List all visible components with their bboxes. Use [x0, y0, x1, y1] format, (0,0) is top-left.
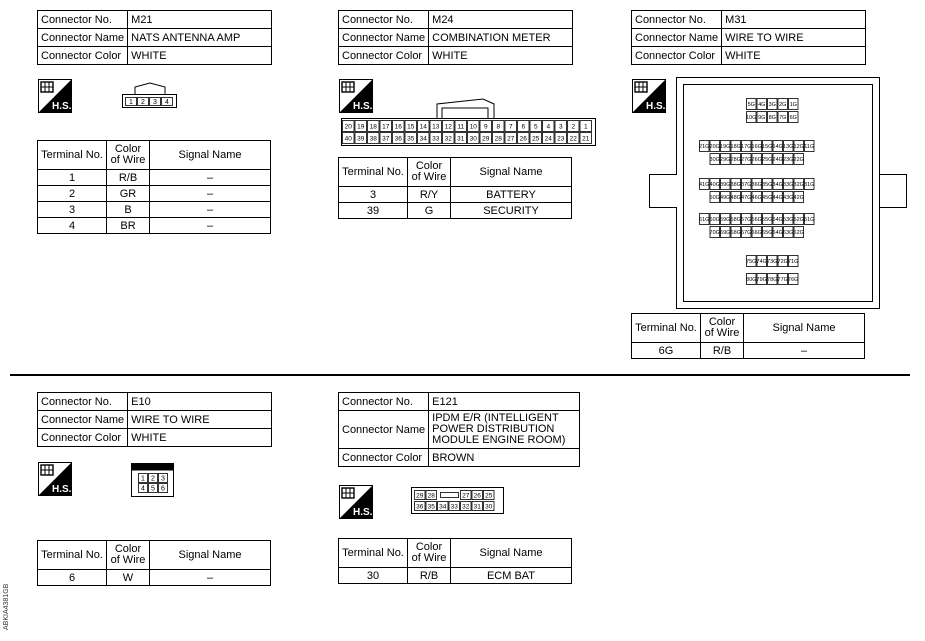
pin-label: 37: [382, 135, 390, 143]
label-connector-color: Connector Color: [632, 47, 722, 65]
pin-label: 74G: [756, 258, 767, 265]
pin-label: 32: [462, 503, 470, 511]
pin-label: 61G: [699, 216, 710, 223]
connector-name-value: COMBINATION METER: [429, 29, 573, 47]
pin-label: 38: [369, 135, 377, 143]
label-connector-name: Connector Name: [38, 411, 128, 429]
pin-label: 2: [141, 98, 145, 106]
label-connector-color: Connector Color: [339, 47, 429, 65]
pin-label: 17: [382, 123, 390, 131]
terminal-table-m24: [338, 157, 572, 219]
hs-label: H.S.: [52, 101, 72, 112]
pin-label: 46G: [751, 194, 762, 201]
figure-id: ABKIA4381GB: [3, 583, 10, 630]
table-row: 30 R/B ECM BAT: [339, 568, 572, 584]
pin-label: 9: [483, 123, 488, 131]
pin-label: 15G: [762, 143, 773, 150]
connector-name-value: IPDM E/R (INTELLIGENT POWER DISTRIBUTION MODULE ENGINE ROOM): [429, 411, 580, 449]
pin-label: 37G: [741, 181, 752, 188]
section-divider: [10, 374, 910, 376]
pin-label: 36: [394, 135, 402, 143]
pin-label: 16: [394, 123, 402, 131]
pin-label: 27: [507, 135, 515, 143]
pin-label: 3G: [768, 101, 776, 108]
header-signal-name: Signal Name: [744, 314, 865, 343]
header-terminal-no: Terminal No.: [38, 141, 107, 170]
pin-label: 35G: [762, 181, 773, 188]
pin-label: 28: [494, 135, 502, 143]
terminal-table-e10: [37, 540, 271, 586]
pin-label: 3: [558, 123, 563, 131]
header-terminal-no: Terminal No.: [339, 158, 408, 187]
pin-label: 6: [161, 485, 165, 493]
label-connector-color: Connector Color: [339, 449, 429, 467]
pin-label: 29: [482, 135, 490, 143]
pin-label: 31: [473, 503, 481, 511]
pin-label: 71G: [788, 258, 799, 265]
pin-label: 24: [544, 135, 552, 143]
pin-label: 11G: [804, 143, 815, 150]
pin-label: 19: [357, 123, 365, 131]
pin-label: 28G: [730, 156, 741, 163]
pin-label: 79G: [756, 276, 767, 283]
connector-name-value: WIRE TO WIRE: [128, 411, 272, 429]
connector-info-e10: [37, 392, 272, 447]
pin-label: 12: [444, 123, 452, 131]
label-connector-no: Connector No.: [632, 11, 722, 29]
pin-label: 13: [432, 123, 440, 131]
label-connector-name: Connector Name: [632, 29, 722, 47]
pin-label: 68G: [730, 229, 741, 236]
pin-label: 64G: [772, 229, 783, 236]
pin-label: 17G: [741, 143, 752, 150]
svg-text:H.S.: H.S.: [353, 507, 373, 518]
pin-label: 45G: [762, 194, 773, 201]
pin-label: 80G: [746, 276, 757, 283]
pin-label: 39: [357, 135, 365, 143]
pin-label: 2: [571, 123, 576, 131]
pin-label: 22G: [793, 156, 804, 163]
pin-label: 21G: [699, 143, 710, 150]
pin-label: 77G: [777, 276, 788, 283]
pin-label: 25G: [762, 156, 773, 163]
pin-label: 27: [462, 492, 470, 500]
pin-label: 8: [496, 123, 501, 131]
pin-label: 63G: [783, 229, 794, 236]
pin-label: 20: [344, 123, 352, 131]
pin-label: 29: [416, 492, 424, 500]
pin-label: 67G: [741, 229, 752, 236]
pin-label: 50G: [709, 194, 720, 201]
pin-label: 56G: [751, 216, 762, 223]
pin-label: 42G: [793, 194, 804, 201]
connector-no-value: E10: [128, 393, 272, 411]
pin-label: 3: [161, 475, 165, 483]
pin-label: 38G: [730, 181, 741, 188]
pin-label: 34G: [772, 181, 783, 188]
pin-label: 53G: [783, 216, 794, 223]
pin-label: 14: [419, 123, 427, 131]
pin-label: 58G: [730, 216, 741, 223]
pin-label: 11: [457, 123, 465, 131]
table-row: 4 BR –: [38, 218, 271, 234]
pin-label: 10: [469, 123, 477, 131]
table-row: 3 B –: [38, 202, 271, 218]
pin-label: 78G: [767, 276, 778, 283]
header-color-of-wire: Color of Wire: [107, 141, 150, 170]
svg-text:H.S.: H.S.: [52, 484, 72, 495]
pin-label: 18: [369, 123, 377, 131]
pin-label: 31: [457, 135, 465, 143]
pin-label: 69G: [720, 229, 731, 236]
pin-label: 7G: [779, 114, 787, 121]
pin-label: 22: [569, 135, 577, 143]
pin-label: 3: [153, 98, 157, 106]
pin-label: 65G: [762, 229, 773, 236]
connector-no-value: E121: [429, 393, 580, 411]
pin-label: 10G: [746, 114, 757, 121]
pin-label: 5: [151, 485, 155, 493]
connector-color-value: BROWN: [429, 449, 580, 467]
header-signal-name: Signal Name: [150, 141, 271, 170]
pin-label: 23: [557, 135, 565, 143]
pin-label: 25: [485, 492, 493, 500]
pin-label: 4: [546, 123, 551, 131]
pin-label: 26: [519, 135, 527, 143]
pin-label: 1: [141, 475, 145, 483]
connector-info-m31: [631, 10, 866, 65]
pin-label: 54G: [772, 216, 783, 223]
label-connector-color: Connector Color: [38, 429, 128, 447]
label-connector-name: Connector Name: [339, 411, 429, 449]
header-color-of-wire: Color of Wire: [701, 314, 744, 343]
svg-text:H.S.: H.S.: [646, 101, 666, 112]
pin-label: 26G: [751, 156, 762, 163]
pin-label: 34: [439, 503, 447, 511]
pin-label: 49G: [720, 194, 731, 201]
pin-label: 52G: [793, 216, 804, 223]
connector-no-value: M31: [722, 11, 866, 29]
pin-label: 6: [521, 123, 526, 131]
pin-label: 66G: [751, 229, 762, 236]
pin-label: 39G: [720, 181, 731, 188]
pin-label: 60G: [709, 216, 720, 223]
pin-label: 34: [419, 135, 427, 143]
connector-color-value: WHITE: [128, 47, 272, 65]
table-row: 39 G SECURITY: [339, 203, 572, 219]
pin-label: 20G: [709, 143, 720, 150]
connector-info-e121: [338, 392, 580, 467]
hs-icon: [339, 485, 373, 519]
connector-name-value: WIRE TO WIRE: [722, 29, 866, 47]
pin-label: 73G: [767, 258, 778, 265]
pin-label: 4: [165, 98, 169, 106]
label-connector-name: Connector Name: [339, 29, 429, 47]
pin-label: 76G: [788, 276, 799, 283]
pin-label: 12G: [793, 143, 804, 150]
pin-label: 1G: [789, 101, 797, 108]
pin-label: 26: [473, 492, 481, 500]
pin-label: 14G: [772, 143, 783, 150]
pin-label: 13G: [783, 143, 794, 150]
connector-info-m24: [338, 10, 573, 65]
pin-label: 72G: [777, 258, 788, 265]
pin-label: 8G: [768, 114, 776, 121]
label-connector-no: Connector No.: [38, 11, 128, 29]
label-connector-color: Connector Color: [38, 47, 128, 65]
label-connector-no: Connector No.: [339, 393, 429, 411]
pin-label: 5: [533, 123, 538, 131]
pin-label: 4G: [758, 101, 766, 108]
label-connector-no: Connector No.: [339, 11, 429, 29]
pin-label: 32: [444, 135, 452, 143]
pin-label: 48G: [730, 194, 741, 201]
pin-label: 57G: [741, 216, 752, 223]
connector-face-e121: [410, 486, 506, 516]
pin-label: 41G: [699, 181, 710, 188]
label-connector-name: Connector Name: [38, 29, 128, 47]
pin-label: 15: [407, 123, 415, 131]
connector-face-m24: [338, 98, 600, 150]
header-terminal-no: Terminal No.: [339, 539, 408, 568]
connector-face-e10: [130, 462, 176, 498]
header-color-of-wire: Color of Wire: [408, 158, 451, 187]
table-row: 6 W –: [38, 570, 271, 586]
pin-label: 30G: [709, 156, 720, 163]
pin-label: 9G: [758, 114, 766, 121]
label-connector-no: Connector No.: [38, 393, 128, 411]
terminal-table-e121: [338, 538, 572, 584]
connector-color-value: WHITE: [429, 47, 573, 65]
pin-label: 36: [416, 503, 424, 511]
pin-label: 40: [344, 135, 352, 143]
key-slot: [441, 493, 459, 498]
pin-label: 62G: [793, 229, 804, 236]
pin-label: 2: [151, 475, 155, 483]
table-row: 6G R/B –: [632, 343, 865, 359]
connector-no-value: M21: [128, 11, 272, 29]
svg-text:H.S.: H.S.: [353, 101, 373, 112]
pin-label: 43G: [783, 194, 794, 201]
pin-label: 1: [129, 98, 133, 106]
pin-label: 75G: [746, 258, 757, 265]
header-color-of-wire: Color of Wire: [107, 541, 150, 570]
connector-face-m31: [648, 76, 910, 312]
pin-label: 59G: [720, 216, 731, 223]
pin-label: 27G: [741, 156, 752, 163]
pin-label: 4: [141, 485, 145, 493]
pin-label: 6G: [789, 114, 797, 121]
connector-name-value: NATS ANTENNA AMP: [128, 29, 272, 47]
pin-label: 51G: [804, 216, 815, 223]
pin-label: 35: [427, 503, 435, 511]
hs-icon: [38, 79, 72, 113]
pin-label: 33: [450, 503, 458, 511]
pin-label: 19G: [720, 143, 731, 150]
pin-label: 25: [532, 135, 540, 143]
pin-label: 44G: [772, 194, 783, 201]
header-color-of-wire: Color of Wire: [408, 539, 451, 568]
connector-face-m21: [120, 82, 180, 110]
pin-label: 30: [485, 503, 493, 511]
pin-label: 55G: [762, 216, 773, 223]
connector-info-m21: [37, 10, 272, 65]
pin-label: 70G: [709, 229, 720, 236]
pin-label: 7: [508, 123, 513, 131]
pin-label: 29G: [720, 156, 731, 163]
pin-label: 21: [582, 135, 590, 143]
header-signal-name: Signal Name: [451, 158, 572, 187]
pin-label: 2G: [779, 101, 787, 108]
hs-icon: [38, 462, 72, 496]
pin-label: 33G: [783, 181, 794, 188]
table-row: 3 R/Y BATTERY: [339, 187, 572, 203]
pin-label: 47G: [741, 194, 752, 201]
header-terminal-no: Terminal No.: [38, 541, 107, 570]
pin-label: 36G: [751, 181, 762, 188]
terminal-table-m21: [37, 140, 271, 234]
pin-label: 18G: [730, 143, 741, 150]
table-row: 1 R/B –: [38, 170, 271, 186]
pin-label: 30: [469, 135, 477, 143]
pin-label: 24G: [772, 156, 783, 163]
pin-label: 35: [407, 135, 415, 143]
pin-label: 31G: [804, 181, 815, 188]
header-signal-name: Signal Name: [150, 541, 271, 570]
pin-label: 32G: [793, 181, 804, 188]
header-terminal-no: Terminal No.: [632, 314, 701, 343]
pin-label: 23G: [783, 156, 794, 163]
table-row: 2 GR –: [38, 186, 271, 202]
pin-label: 5G: [747, 101, 755, 108]
header-signal-name: Signal Name: [451, 539, 572, 568]
pin-label: 1: [583, 123, 588, 131]
pin-label: 16G: [751, 143, 762, 150]
pin-label: 33: [432, 135, 440, 143]
connector-no-value: M24: [429, 11, 573, 29]
connector-color-value: WHITE: [722, 47, 866, 65]
terminal-table-m31: [631, 313, 865, 359]
pin-label: 40G: [709, 181, 720, 188]
pin-label: 28: [427, 492, 435, 500]
connector-color-value: WHITE: [128, 429, 272, 447]
